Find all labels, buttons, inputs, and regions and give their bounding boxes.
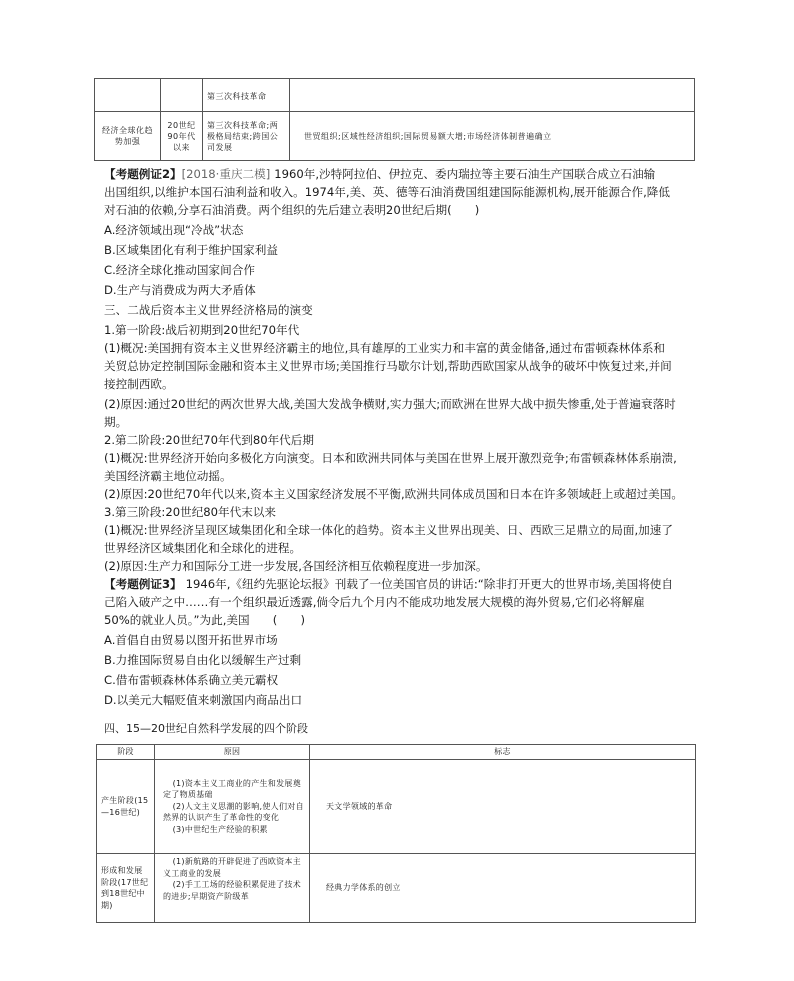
example2-stem-line2: 出国组织,以维护本国石油利益和收入。1974年,美、英、德等石油消费国组建国际能源机构,展开能源合作,降低	[104, 185, 670, 199]
table-row	[95, 79, 695, 112]
stem-text: 1946年,《纽约先驱论坛报》刊载了一位美国官员的讲话:“除非打开更大的世界市场,美国将使自	[185, 577, 673, 591]
stage2-p1-line2: 美国经济霸主地位动摇。	[104, 469, 232, 483]
option-c: C.借布雷顿森林体系确立美元霸权	[104, 673, 279, 687]
stage2-title: 2.第二阶段:20世纪70年代到80年代后期	[104, 433, 314, 447]
table-cell	[203, 79, 290, 112]
mark-cell: 经典力学体系的创立	[310, 854, 696, 923]
table-row	[97, 854, 696, 923]
stage1-p1-line3: 接控制西欧。	[104, 377, 174, 391]
table-header-row	[97, 745, 696, 760]
example3-stem-line3: 50%的就业人员。”为此,美国 ( )	[104, 613, 306, 627]
stage1-p2-line2: 期。	[104, 415, 128, 429]
table-cell	[161, 79, 203, 112]
stage1-title: 1.第一阶段:战后初期到20世纪70年代	[104, 323, 300, 337]
option-b: B.区域集团化有利于维护国家利益	[104, 243, 278, 257]
table-cell: 第三次科技革命;两极格局结束;跨国公司发展	[203, 112, 290, 161]
header-cell: 阶段	[97, 745, 155, 760]
header-cell: 标志	[310, 745, 696, 760]
mark-cell: 天文学领域的革命	[310, 760, 696, 854]
reason-cell	[155, 854, 310, 923]
table-row	[97, 760, 696, 854]
example3-stem-line1	[104, 576, 673, 592]
stage1-p2-line1: (2)原因:通过20世纪的两次世界大战,美国大发战争横财,实力强大;而欧洲在世界大战中损失惨重,处于普遍衰落时	[104, 397, 676, 411]
stage-cell: 产生阶段(15—16世纪)	[97, 760, 155, 854]
stage1-p1-line1: (1)概况:美国拥有资本主义世界经济霸主的地位,具有雄厚的工业实力和丰富的黄金储备,通过布雷顿森林体系和	[104, 341, 666, 355]
example3-stem-line2: 己陷入破产之中……有一个组织最近透露,倘令后九个月内不能成功地发展大规模的海外贸易,它们必将解雇	[104, 595, 645, 609]
option-d: D.以美元大幅贬值来刺激国内商品出口	[104, 693, 303, 707]
header-cell: 原因	[155, 745, 310, 760]
stem-text: 1960年,沙特阿拉伯、伊拉克、委内瑞拉等主要石油生产国联合成立石油输	[274, 167, 656, 181]
example-label: 【考题例证2】	[104, 167, 182, 181]
option-b: B.力推国际贸易自由化以缓解生产过剩	[104, 653, 302, 667]
reason-item: (1)新航路的开辟促进了西欧资本主义工商业的发展	[163, 857, 302, 878]
stage1-p1-line2: 关贸总协定控制国际金融和资本主义世界市场;美国推行马歇尔计划,帮助西欧国家从战争的破坏中恢复过来,并间	[104, 359, 672, 373]
example2-stem-line1	[104, 166, 655, 182]
reason-cell	[155, 760, 310, 854]
table-row	[95, 112, 695, 161]
science-stages-table	[96, 744, 696, 923]
stage2-p1-line1: (1)概况:世界经济开始向多极化方向演变。日本和欧洲共同体与美国在世界上展开激烈竞争;布雷顿森林体系崩溃,	[104, 451, 677, 465]
stage2-p2-line1: (2)原因:20世纪70年代以来,资本主义国家经济发展不平衡,欧洲共同体成员国和日本在许多领域赶上或超过美国。	[104, 487, 683, 501]
option-a: A.首倡自由贸易以图开拓世界市场	[104, 633, 278, 647]
option-a: A.经济领域出现“冷战”状态	[104, 223, 244, 237]
economy-trend-table	[94, 78, 695, 161]
stage3-title: 3.第三阶段:20世纪80年代末以来	[104, 505, 277, 519]
table-cell	[95, 79, 161, 112]
table-cell: 20世纪90年代以来	[161, 112, 203, 161]
option-c: C.经济全球化推动国家间合作	[104, 263, 255, 277]
example-label: 【考题例证3】	[104, 577, 182, 591]
option-d: D.生产与消费成为两大矛盾体	[104, 283, 256, 297]
table-cell	[290, 79, 695, 112]
reason-item: (3)中世纪生产经验的积累	[172, 824, 268, 834]
reason-item: (2)手工工场的经验积累促进了技术的进步;早期资产阶级革	[163, 880, 302, 901]
stage3-p1-line1: (1)概况:世界经济呈现区域集团化和全球一体化的趋势。资本主义世界出现美、日、西欧三足鼎立的局面,加速了	[104, 523, 673, 537]
source-tag: [2018·重庆二模]	[181, 167, 271, 181]
table-cell: 经济全球化趋势加强	[95, 112, 161, 161]
stage3-p2-line1: (2)原因:生产力和国际分工进一步发展,各国经济相互依赖程度进一步加深。	[104, 559, 488, 573]
table-cell: 世贸组织;区域性经济组织;国际贸易额大增;市场经济体制普遍确立	[290, 112, 695, 161]
section4-title: 四、15—20世纪自然科学发展的四个阶段	[104, 722, 308, 735]
section3-title: 三、二战后资本主义世界经济格局的演变	[104, 303, 313, 317]
stage-cell: 形成和发展阶段(17世纪到18世纪中期)	[97, 854, 155, 923]
example2-stem-line3: 对石油的依赖,分享石油消费。两个组织的先后建立表明20世纪后期( )	[104, 203, 480, 217]
reason-item: (1)资本主义工商业的产生和发展奠定了物质基础	[163, 778, 302, 800]
cell-text: 第三次科技革命	[207, 91, 267, 101]
reason-item: (2)人文主义思潮的影响,使人们对自然界的认识产生了革命性的变化	[163, 801, 304, 823]
stage3-p1-line2: 世界经济区域集团化和全球化的进程。	[104, 541, 302, 555]
